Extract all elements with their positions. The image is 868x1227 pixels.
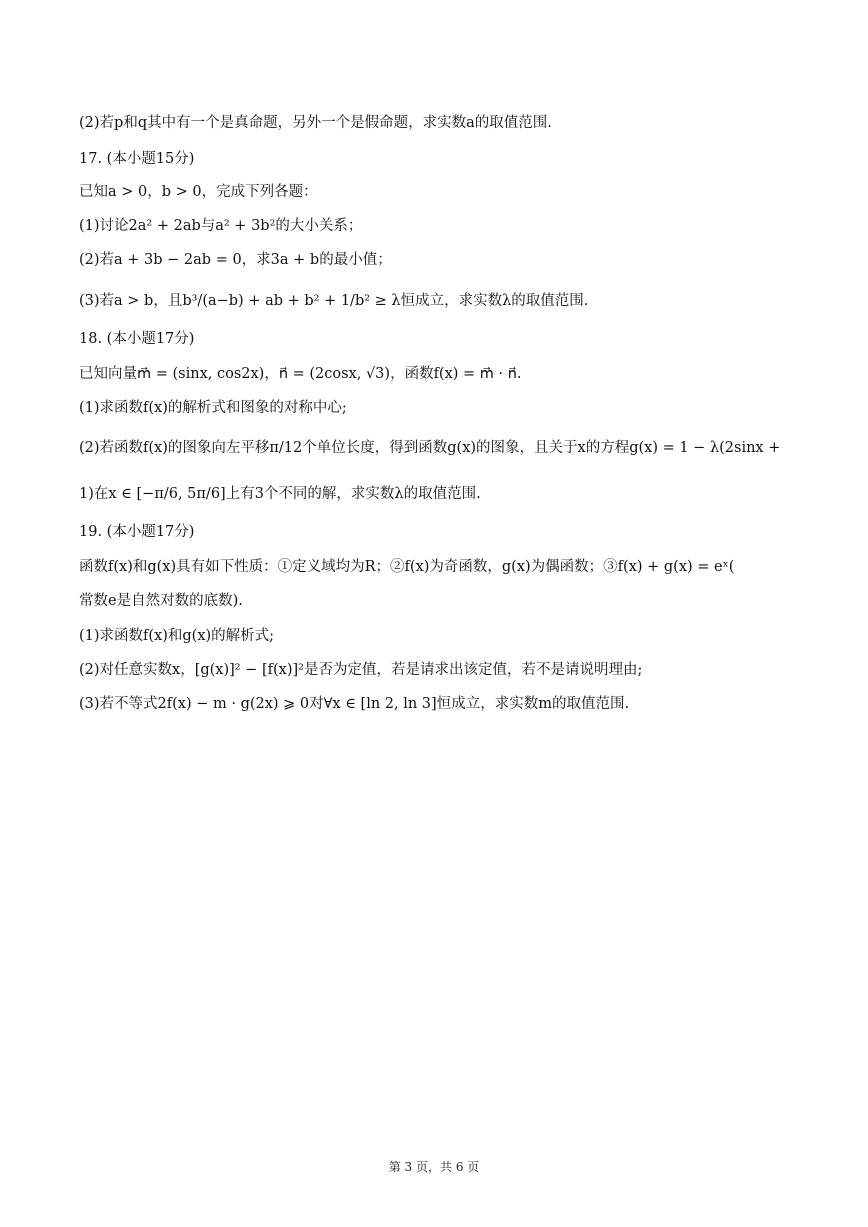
q18-part2-line1: (2)若函数f(x)的图象向左平移π/12个单位长度，得到函数g(x)的图象，且关于x的方程g(x) = 1 − λ(2sinx + (79, 440, 781, 456)
page-footer: 第 3 页，共 6 页 (388, 1160, 480, 1174)
q18-intro: 已知向量m⃗ = (sinx, cos2x)，n⃗ = (2cosx, √3)，函数f(x) = m⃗ · n⃗. (79, 366, 522, 382)
q17-header: 17. (本小题15分) (79, 151, 195, 167)
q16-part2: (2)若p和q其中有一个是真命题，另外一个是假命题，求实数a的取值范围. (79, 115, 552, 131)
q19-header: 19. (本小题17分) (79, 524, 195, 540)
q18-part1: (1)求函数f(x)的解析式和图象的对称中心; (79, 400, 347, 416)
q19-part2: (2)对任意实数x，[g(x)]² − [f(x)]²是否为定值，若是请求出该定值，若不是请说明理由; (79, 662, 643, 678)
q18-header: 18. (本小题17分) (79, 331, 195, 347)
q19-part3: (3)若不等式2f(x) − m · g(2x) ⩾ 0对∀x ∈ [ln 2, ln 3]恒成立，求实数m的取值范围. (79, 696, 630, 712)
q18-part2-line2: 1)在x ∈ [−π/6, 5π/6]上有3个不同的解，求实数λ的取值范围. (79, 486, 481, 502)
q19-intro-line2: 常数e是自然对数的底数). (79, 593, 243, 609)
q17-part2: (2)若a + 3b − 2ab = 0，求3a + b的最小值； (79, 252, 392, 268)
q17-part3: (3)若a > b，且b³/(a−b) + ab + b² + 1/b² ≥ λ恒成立，求实数λ的取值范围. (79, 293, 589, 309)
q17-intro: 已知a > 0，b > 0，完成下列各题： (79, 184, 318, 200)
q19-intro-line1: 函数f(x)和g(x)具有如下性质：①定义域均为R；②f(x)为奇函数，g(x)为偶函数；③f(x) + g(x) = eˣ( (79, 559, 735, 575)
q17-part1: (1)讨论2a² + 2ab与a² + 3b²的大小关系； (79, 218, 363, 234)
q19-part1: (1)求函数f(x)和g(x)的解析式; (79, 628, 275, 644)
